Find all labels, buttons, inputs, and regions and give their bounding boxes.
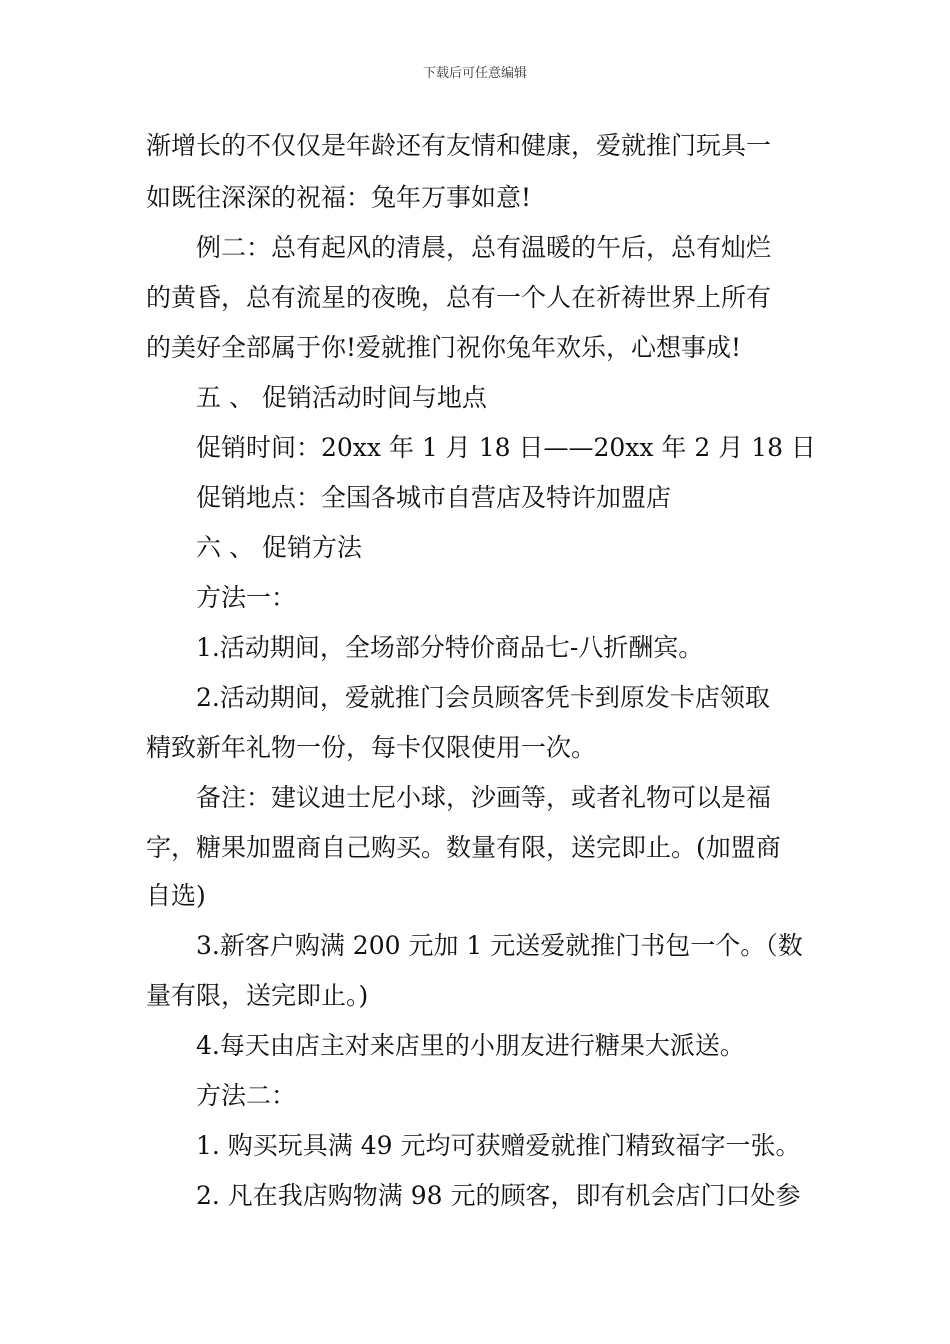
text-line: 例二：总有起风的清晨，总有温暖的午后，总有灿烂	[196, 233, 772, 262]
text-line: 方法一：	[196, 583, 297, 612]
page-header: 下载后可任意编辑	[422, 66, 527, 81]
text-line: 促销时间：20xx 年 1 月 18 日——20xx 年 2 月 18 日	[196, 433, 816, 462]
text-line: 促销地点：全国各城市自营店及特许加盟店	[196, 483, 672, 512]
text-line: 1.活动期间，全场部分特价商品七-八折酬宾。	[196, 633, 704, 662]
text-line: 1. 购买玩具满 49 元均可获赠爱就推门精致福字一张。	[196, 1131, 801, 1160]
text-line: 的黄昏，总有流星的夜晚，总有一个人在祈祷世界上所有	[146, 283, 772, 312]
text-line: 3.新客户购满 200 元加 1 元送爱就推门书包一个。（数	[196, 931, 803, 960]
text-line: 2.活动期间，爱就推门会员顾客凭卡到原发卡店领取	[196, 683, 770, 712]
text-line: 如既往深深的祝福：兔年万事如意!	[146, 183, 532, 212]
text-line: 量有限，送完即止。)	[146, 981, 369, 1010]
text-line: 自选)	[146, 881, 206, 910]
text-line: 备注：建议迪士尼小球，沙画等，或者礼物可以是福	[196, 783, 772, 812]
text-line: 字，糖果加盟商自己购买。数量有限，送完即止。(加盟商	[146, 833, 781, 862]
section-heading: 六 、 促销方法	[196, 533, 362, 562]
text-line: 2. 凡在我店购物满 98 元的顾客，即有机会店门口处参	[196, 1181, 801, 1210]
text-line: 方法二：	[196, 1081, 297, 1110]
text-line: 的美好全部属于你!爱就推门祝你兔年欢乐，心想事成!	[146, 333, 742, 362]
text-line: 4.每天由店主对来店里的小朋友进行糖果大派送。	[196, 1031, 745, 1060]
text-line: 精致新年礼物一份，每卡仅限使用一次。	[146, 733, 597, 762]
text-line: 渐增长的不仅仅是年龄还有友情和健康，爱就推门玩具一	[146, 131, 772, 160]
section-heading: 五 、 促销活动时间与地点	[196, 383, 487, 412]
